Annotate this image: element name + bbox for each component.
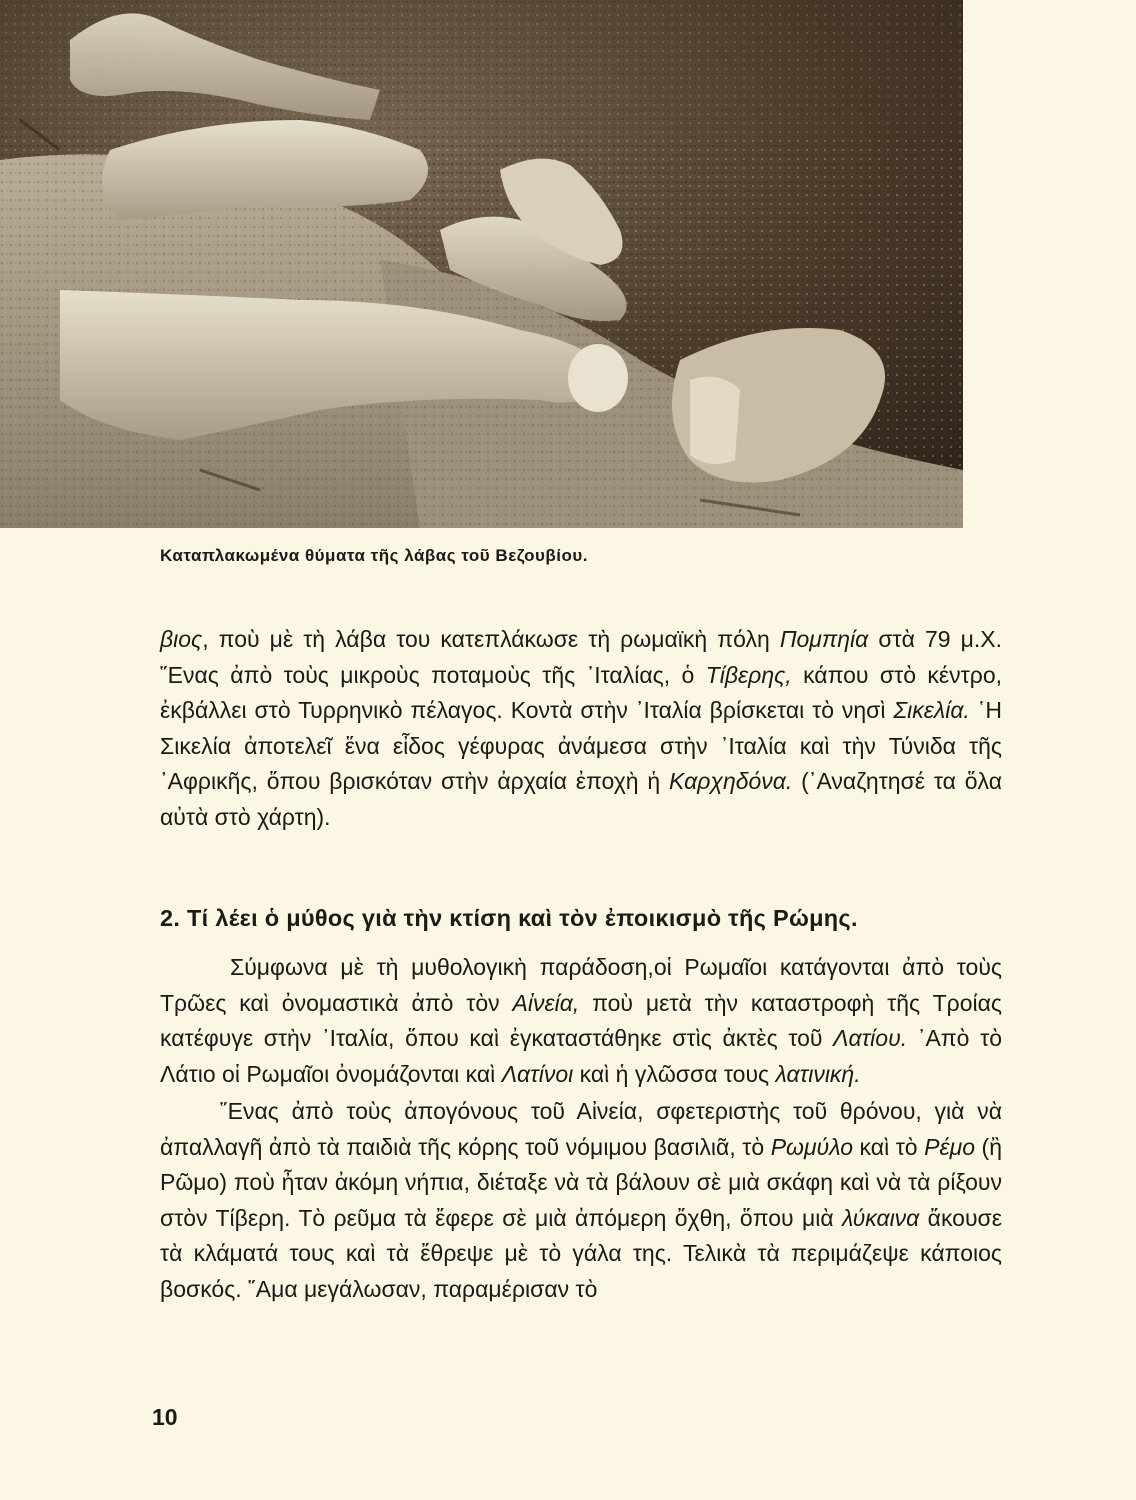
text-run: Λατίου. xyxy=(833,1025,908,1051)
text-run: Καρχηδόνα. xyxy=(669,768,793,794)
text-run: ποὺ μετὰ τὴν καταστροφὴ τῆς Τροίας κατέφυγε στὴν ᾿Ιταλία, ὅπου καὶ ἐγκαταστάθηκε στὶς ἀκτὲς τοῦ xyxy=(160,989,1002,1051)
paragraph-3 xyxy=(160,1094,1002,1307)
text-run: ῞Ενας ἀπὸ τοὺς ἀπογόνους τοῦ Αἰνεία, σφετεριστὴς τοῦ θρόνου, γιὰ νὰ ἀπαλλαγῆ ἀπὸ τὰ παιδιὰ τῆς κόρης τοῦ νόμιμου βασιλιᾶ, τὸ xyxy=(160,1098,1002,1160)
text-run: κάπου στὸ κέντρο, ἐκβάλλει στὸ Τυρρηνικὸ πέλαγος. Κοντὰ στὴν ᾿Ιταλία βρίσκεται τὸ νησὶ xyxy=(160,661,1002,723)
section-body xyxy=(160,950,1002,1307)
text-run: καὶ ἡ γλῶσσα τους xyxy=(573,1060,776,1087)
text-run: Τίβερης, xyxy=(705,661,792,688)
text-run: ἄκουσε τὰ κλάματά τους καὶ τὰ ἔθρεψε μὲ τὸ γάλα της. Τελικὰ τὰ περιμάζεψε κάποιος βοσκός. ῞Αμα μεγάλωσαν, παραμέρισαν τὸ xyxy=(160,1204,1003,1302)
text-run: (᾿Αναζητησέ τα ὅλα αὐτὰ στὸ χάρτη). xyxy=(160,768,1003,830)
text-run: λύκαινα xyxy=(842,1204,920,1231)
text-run: Σικελία. xyxy=(893,697,970,723)
text-run: , ποὺ μὲ τὴ λάβα του κατεπλάκωσε τὴ ρωμαϊκὴ πόλη xyxy=(202,626,780,652)
text-run: στὰ 79 μ.Χ. ῞Ενας ἀπὸ τοὺς μικροὺς ποταμοὺς τῆς ᾿Ιταλίας, ὁ xyxy=(160,626,1002,688)
figure-caption: Καταπλακωμένα θύματα τῆς λάβας τοῦ Βεζουβίου. xyxy=(160,546,589,565)
text-run: Αἰνεία, xyxy=(512,989,580,1016)
section-heading: 2. Τί λέει ὁ μύθος γιὰ τὴν κτίση καὶ τὸν ἐποικισμὸ τῆς Ρώμης. xyxy=(160,905,858,931)
paragraph-1 xyxy=(160,622,1002,835)
text-run: (ἢ Ρῶμο) ποὺ ἦταν ἀκόμη νήπια, διέταξε νὰ τὰ βάλουν σὲ μιὰ σκάφη καὶ νὰ τὰ ρίξουν στὸν Τίβερη. Τὸ ρεῦμα τὰ ἔφερε σὲ μιὰ ἀπόμερη ὄχθη, ὅπου μιὰ xyxy=(160,1133,1002,1231)
text-run: Λατίνοι xyxy=(501,1060,574,1087)
text-run: ᾿Απὸ τὸ Λάτιο οἱ Ρωμαῖοι ὀνομάζονται καὶ xyxy=(160,1025,1002,1087)
text-run: λατινική. xyxy=(775,1060,861,1087)
text-run: Ρέμο xyxy=(924,1133,975,1160)
page-number: 10 xyxy=(152,1404,178,1430)
paragraph-pompeii-geography xyxy=(160,622,1002,835)
text-run: Σύμφωνα μὲ τὴ μυθολογικὴ παράδοση,οἱ Ρωμαῖοι κατάγονται ἀπὸ τοὺς Τρῶες καὶ ὀνομαστικὰ ἀπὸ τὸν xyxy=(160,954,1002,1016)
paragraph-2 xyxy=(160,950,1002,1092)
text-run: Ρωμύλο xyxy=(770,1133,853,1160)
figure-photo xyxy=(0,0,963,528)
text-run: Πομπηία xyxy=(779,626,869,652)
text-run: βιος xyxy=(160,626,203,652)
lava-victims-photo xyxy=(0,0,963,528)
text-run: καὶ τὸ xyxy=(853,1133,925,1160)
text-run: ῾Η Σικελία ἀποτελεῖ ἕνα εἶδος γέφυρας ἀνάμεσα στὴν ᾿Ιταλία καὶ τὴν Τύνιδα τῆς ᾿Αφρικῆς, ὅπου βρισκόταν στὴν ἀρχαία ἐποχὴ ἡ xyxy=(160,697,1002,794)
